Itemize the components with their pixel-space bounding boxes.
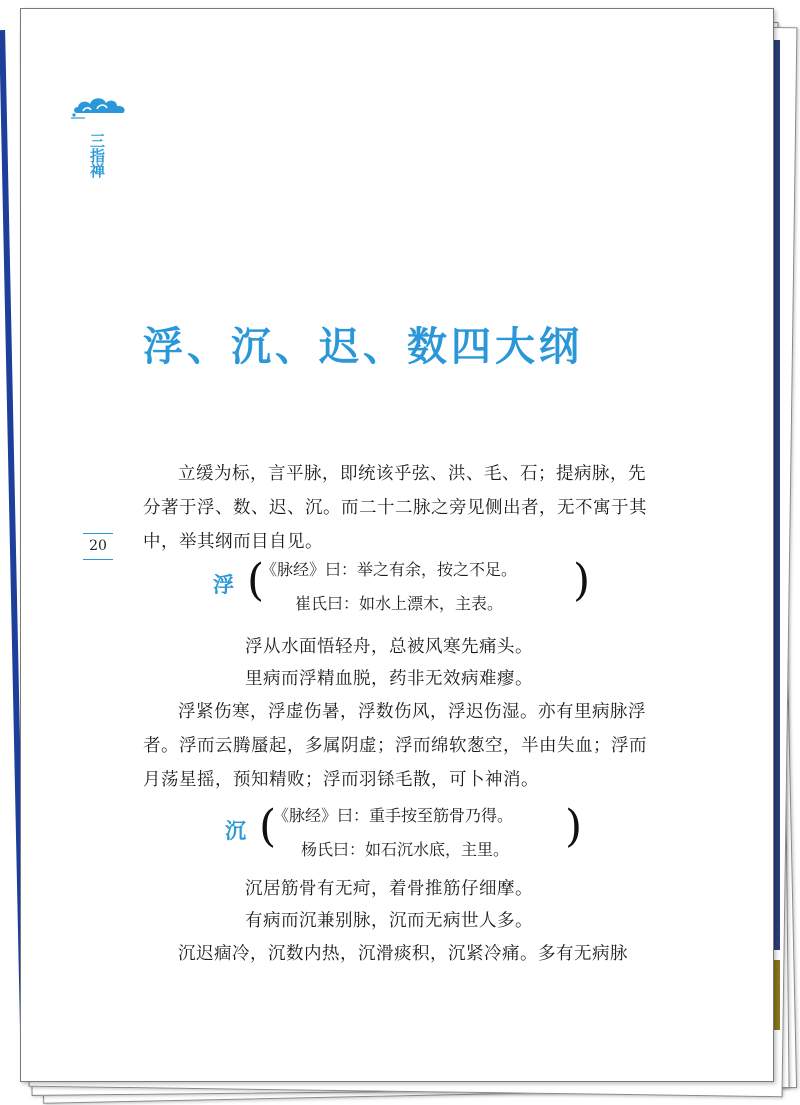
page-number-block [83,533,113,560]
intro-paragraph: 立缓为标，言平脉，即统该乎弦、洪、毛、石；提病脉，先分著于浮、数、迟、沉。而二十二脉之旁见侧出者，无不寓于其中，举其纲而目自见。 [143,464,647,552]
body-paragraph: 浮紧伤寒，浮虚伤暑，浮数伤风，浮迟伤湿。亦有里病脉浮者。浮而云腾蜃起，多属阴虚；浮而绵软葱空，半由失血；浮而月荡星摇，预知精败；浮而羽铩毛散，可卜神消。 [143,702,647,790]
classic-quote: 崔氏曰：如水上漂木，主表。 [295,594,504,613]
verse-line: 沉居筋骨有无疴，着骨推筋仔细摩。 [245,879,533,899]
body-paragraph: 沉迟痼冷，沉数内热，沉滑痰积，沉紧冷痛。多有无病脉 [178,944,628,964]
page-number: 20 [89,538,107,554]
right-parenthesis: ) [565,801,583,852]
left-parenthesis: ( [259,801,277,852]
left-parenthesis: ( [247,555,265,606]
pulse-heading: 浮 [213,572,234,597]
verse-line: 里病而浮精血脱，药非无效病难瘳。 [245,669,533,689]
verse-line: 有病而沉兼别脉，沉而无病世人多。 [245,911,533,931]
classic-quote: 《脉经》曰：重手按至筋骨乃得。 [273,806,514,825]
auspicious-cloud-icon [71,91,133,121]
running-title: 三指禅 [88,133,106,178]
pulse-heading: 沉 [225,818,246,843]
chapter-title: 浮、沉、迟、数四大纲 [143,323,583,370]
classic-quote: 杨氏曰：如石沉水底，主里。 [301,840,510,859]
classic-quote: 《脉经》曰：举之有余，按之不足。 [261,560,518,579]
book-page [20,8,774,1082]
page-edge-strip [774,40,780,950]
divider [83,559,113,560]
verse-line: 浮从水面悟轻舟，总被风寒先痛头。 [245,637,533,657]
right-parenthesis: ) [573,555,591,606]
